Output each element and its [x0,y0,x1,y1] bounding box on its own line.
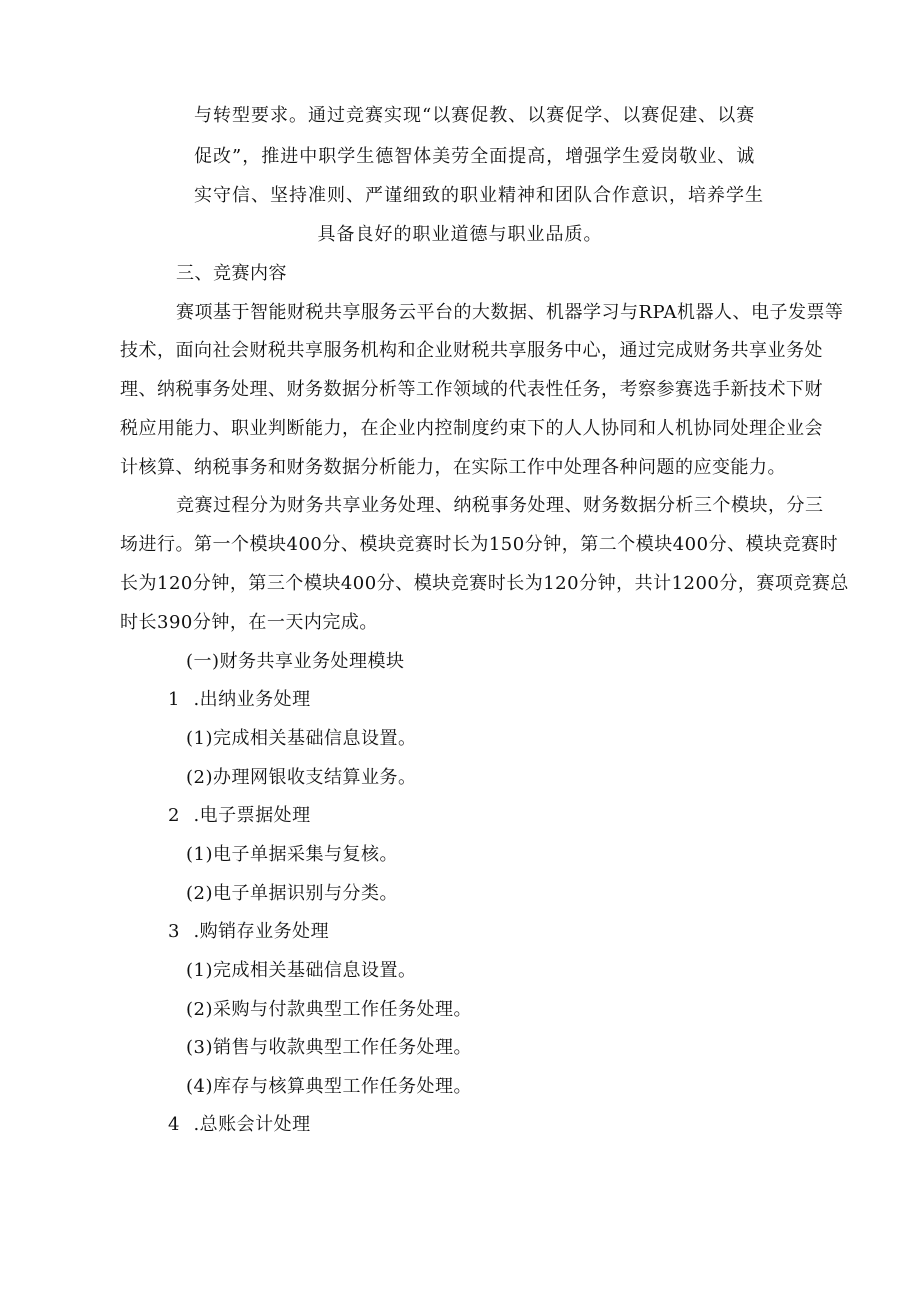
paragraph-line: 赛项基于智能财税共享服务云平台的大数据、机器学习与RPA机器人、电子发票等 [176,302,844,323]
paragraph-line: 场进行。第一个模块400分、模块竞赛时长为150分钟，第二个模块400分、模块竞赛时 [120,534,839,555]
intro-line: 与转型要求。通过竞赛实现“以赛促教、以赛促学、以赛促建、以赛 [194,105,756,126]
intro-line: 促改”，推进中职学生德智体美劳全面提高，增强学生爱岗敬业、诚 [194,146,756,167]
item-title: .出纳业务处理 [193,689,311,710]
item-number: 4 [168,1114,180,1135]
item-title: .购销存业务处理 [193,921,330,942]
numbered-heading [168,1113,311,1137]
intro-line: 实守信、坚持准则、严谨细致的职业精神和团队合作意识，培养学生 [194,185,764,206]
item-number: 1 [168,689,180,710]
item-number: 2 [168,805,180,826]
paragraph-line: 理、纳税事务处理、财务数据分析等工作领域的代表性任务，考察参赛选手新技术下财 [120,379,823,400]
intro-line: 具备良好的职业道德与职业品质。 [317,224,603,245]
numbered-heading [168,804,311,828]
item-title: .总账会计处理 [193,1114,311,1135]
sub-item: (1)电子单据采集与复核。 [186,844,398,865]
sub-item: (3)销售与收款典型工作任务处理。 [186,1037,472,1058]
numbered-heading [168,920,329,944]
sub-item: (2)电子单据识别与分类。 [186,883,398,904]
paragraph-line: 计核算、纳税事务和财务数据分析能力，在实际工作中处理各种问题的应变能力。 [120,457,786,478]
sub-item: (2)办理网银收支结算业务。 [186,767,417,788]
paragraph-line: 竞赛过程分为财务共享业务处理、纳税事务处理、财务数据分析三个模块，分三 [176,495,824,516]
item-number: 3 [168,921,180,942]
sub-item: (1)完成相关基础信息设置。 [186,728,417,749]
sub-item: (1)完成相关基础信息设置。 [186,960,417,981]
paragraph-line: 税应用能力、职业判断能力，在企业内控制度约束下的人人协同和人机协同处理企业会 [120,418,823,439]
paragraph-line: 长为120分钟，第三个模块400分、模块竞赛时长为120分钟，共计1200分，赛项竞赛总 [120,573,849,594]
section-heading: 三、竞赛内容 [176,263,287,284]
sub-item: (4)库存与核算典型工作任务处理。 [186,1076,472,1097]
sub-item: (2)采购与付款典型工作任务处理。 [186,999,472,1020]
paragraph-line: 技术，面向社会财税共享服务机构和企业财税共享服务中心，通过完成财务共享业务处 [120,340,823,361]
numbered-heading [168,688,311,712]
module-heading: (一)财务共享业务处理模块 [186,651,405,672]
item-title: .电子票据处理 [193,805,311,826]
paragraph-line: 时长390分钟，在一天内完成。 [120,612,378,633]
